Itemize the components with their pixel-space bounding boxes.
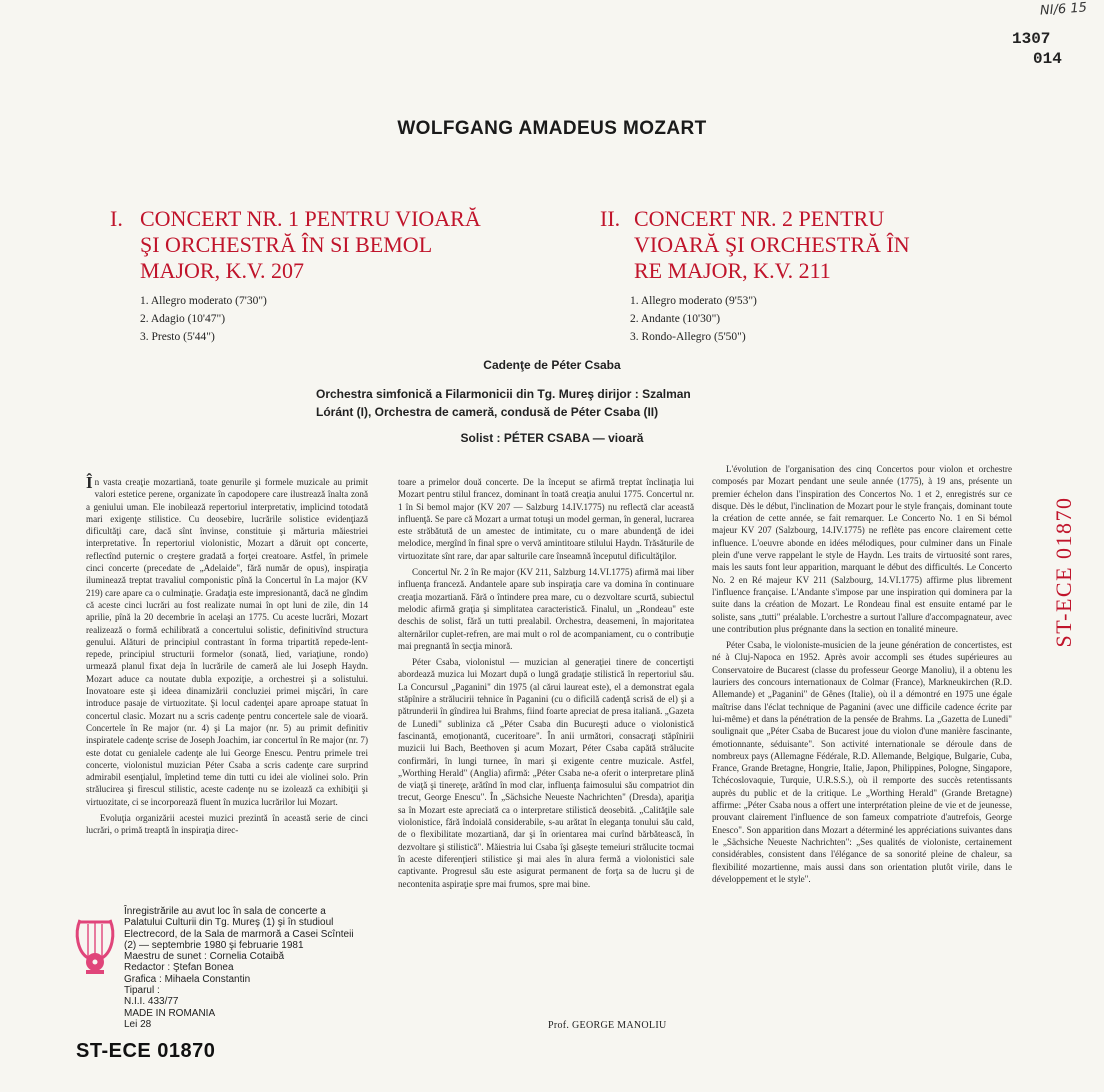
credit-line: Maestru de sunet : Cornelia Cotaibă [124,951,285,963]
work-2-movements [630,292,757,346]
work-1-numeral: I. [110,206,123,231]
credit-line: Electrecord, de la Sala de marmoră a Casei Scînteii [124,928,354,940]
work-2-title-line: CONCERT NR. 2 PENTRU [634,206,885,231]
work-1-title-line: CONCERT NR. 1 PENTRU VIOARĂ [140,206,481,231]
movement-item: 3. Rondo-Allegro (5'50") [630,331,746,343]
handwritten-note: NI/6 15 [1039,0,1088,19]
credit-line: Tiparul : [124,985,160,997]
cadenzas-credit: Cadenţe de Péter Csaba [483,358,621,372]
notes-paragraph: Evoluţia organizării acestei muzici prezintă în această serie de cinci lucrări, o primă treaptă în inspiraţia direc- [86,813,368,836]
author-signature: Prof. GEORGE MANOLIU [548,1020,667,1031]
work-1-title-line: MAJOR, K.V. 207 [140,258,305,283]
notes-paragraph: Concertul Nr. 2 în Re major (KV 211, Salzburg 14.VI.1775) afirmă mai liber influenţa franceză. Andantele apare sub inspiraţia care va domina în continuare creaţia mozartiană. Fără o întindere prea mare, cu o dezvoltare scurtă, subiectul melodic afirmă graţia şi simplitatea caracteristică. Finalul, un „Rondeau" este deschis de solist, fără un tutti prealabil. Orchestra, deasemeni, în majoritatea alternărilor cuplet-refren, are mai mult o rol de acompaniament, cu o contribuţie mai pregnantă în secţia minoră. [398,567,694,651]
movement-item: 1. Allegro moderato (7'30") [140,295,267,307]
movement-item: 2. Adagio (10'47") [140,313,226,325]
credit-line: Redactor : Ştefan Bonea [124,962,234,974]
top-code-2: 014 [1033,50,1062,68]
credit-line: Palatului Culturii din Tg. Mureş (1) şi în studioul [124,917,334,929]
top-code-1: 1307 [1012,30,1051,48]
notes-paragraph: toare a primelor două concerte. De la început se afirmă treptat înclinaţia lui Mozart pentru stilul francez, dominant în toată creaţia anului 1775. Concertul nr. 1 în Si bemol major (KV 207 — Salzburg 14.IV.1775) nu reflectă clar această influenţă. Se pare că Mozart a urmat totuşi un model german, în general, lucrarea este străbătută de un amestec de intimitate, cu o mare abundenţă de idei melodice, mergînd în final spre o vervă amintitoare stilului Haydn. Trăsăturile de virtuozitate sînt rare, dar apar salturile care înseamnă începutul dificultăţilor. [398,477,694,561]
soloist-credit: Solist : PÉTER CSABA — vioară [460,431,644,445]
side-catalog-text: ST-ECE 01870 [1051,496,1077,648]
movement-item: 2. Andante (10'30") [630,313,721,325]
side-catalog-number [1046,482,1086,662]
recording-credits [124,906,384,1030]
work-1-title [110,206,530,284]
work-2-title [600,206,980,284]
work-1-title-line: ŞI ORCHESTRĂ ÎN SI BEMOL [140,232,433,257]
notes-paragraph: Péter Csaba, violonistul — muzician al generaţiei tinere de concertişti abordează muzica lui Mozart după o lungă gradaţie stilistică în repertoriul său. La Concursul „Paganini" din 1975 (al cărui laureat este), el a demonstrat egala stăpînire a strălucirii tehnice în Paganini (cu o dificilă cadenţă scrisă de el) şi a pătrunderii în gîndirea lui Brahms, fiind foarte apreciat de presa italiană. „Gazeta de Lunedi" subliniza că „Péter Csaba din Bucureşti aduce o violonistică fascinantă, emoţionantă, cuceritoare". În anii următori, consacraţi stăpînirii muzicii lui Bach, Beethoven şi acum Mozart, Péter Csaba capătă strălucite confirmări, în lungi turnee, în mari şi exigente centre muzicale. Astfel, „Worthing Herald" (Anglia) afirmă: „Péter Csaba ne-a oferit o interpretare plină de viaţă şi tinereţe, arătînd în mod clar, influenţa faimosului său compatriot din trecut, George Enescu". În „Sächsiche Neueste Nachrichten" (Dresda), apariţia sa în Mozart este apreciată ca o interpretare stilistică deosebită. „Calităţile sale violonistice, fără îndoială considerabile, s-au arătat în eleganţa tonului său cald, de o flexibilitate mozartiană, dar şi în orientarea mai curînd bărbătească, în dezvoltare şi stilistică". Măiestria lui Csaba îşi găseşte temeiuri strălucite tocmai în aceste diferenţieri stilistice şi mai ales în alura fermă a violonistici sale captivante. Progresul său este asigurat permanent de forţa sa de lucru şi de necontenita aspiraţie spre mai frumos, spre mai bine. [398,657,694,889]
movement-item: 1. Allegro moderato (9'53") [630,295,757,307]
catalog-number: ST-ECE 01870 [76,1040,216,1062]
work-2-title-line: VIOARĂ ŞI ORCHESTRĂ ÎN [634,232,910,257]
work-1-movements [140,292,267,346]
orchestra-line: Orchestra simfonică a Filarmonicii din Tg. Mureş dirijor : Szalman [316,387,691,401]
credit-line: Lei 28 [124,1018,152,1030]
notes-column-romanian-2 [398,476,694,894]
notes-paragraph: L'évolution de l'organisation des cinq Concertos pour violon et orchestre composés par Mozart pendant une seule année (1775), à 19 ans, présente un premier échelon dans l'inspiration des Concertos No. 1 et 2, enregistrés sur ce disque. Dès le début, l'inclination de Mozart pour le style français, dominant toute la création de cette année, se fait remarquer. Le Concerto No. 1 en Si bémol majeur KV 207 (Salzbourg, 14.IV.1775) ne reflète pas encore clairement cette influence. L'oeuvre abonde en idées mélodiques, pour culminer dans un Finale plein d'une verve rappelant le style de Haydn. Les traits de virtuosité sont rares, mais les sauts font leur apparition, marquant le début des difficultés. Le Concerto No. 2 en Ré majeur KV 211 (Salzbourg, 14.VI.1775) affirme plus librement l'influence française. L'Andante s'impose par une inspiration qui dominera par la suite dans la création de Mozart. Le Rondeau final est ensuite entamé par le soliste, sans „tutti" préalable. L'orchestre a surtout l'allure d'accompagnateur, avec une contribution plus prégnante dans la section en tonalité mineure. [712,464,1012,634]
credit-line: Înregistrările au avut loc în sala de concerte a [124,906,326,917]
credit-line: N.I.I. 433/77 [124,996,179,1008]
orchestra-line: Lóránt (I), Orchestra de cameră, condusă de Péter Csaba (II) [316,405,659,419]
credit-line: (2) — septembrie 1980 şi februarie 1981 [124,939,304,951]
credit-line: MADE IN ROMANIA [124,1007,216,1019]
notes-column-french [712,463,1012,889]
orchestra-credit [316,385,796,421]
credit-line: Grafica : Mihaela Constantin [124,973,251,985]
composer-title: WOLFGANG AMADEUS MOZART [397,118,707,139]
electrecord-lyre-icon [72,914,118,976]
notes-paragraph: Péter Csaba, le violoniste-musicien de la jeune génération de concertistes, est né à Cluj-Napoca en 1952. Après avoir accompli ses études supérieures au Conservatoire de Bucarest (classe du professeur George Manoliu), il a obtenu les lauriers des concours internationaux de Colmar (France), Markneukirchen (R.D. Allemande) et „Paganini" de Gênes (Italie), où il a démontré en 1975 une égale maîtrise dans l'éclat technique de Paganini (avec une difficile cadence écrite par lui-même) et dans la pénétration de la pensée de Brahms. La „Gazetta de Lunedi" soulignait que „Péter Csaba de Bucarest joue du violon d'une manière fascinante, émotionnante, séduisante". Son activité internationale se déroule dans de nombreux pays (Allemagne Fédérale, R.D. Allemande, Belgique, Bulgarie, Cuba, France, Grande Bretagne, Hongrie, Italie, Japon, Philippines, Pologne, Singapore, Tchécoslovaquie, Turquie, U.R.S.S.), où il remporte des succès retentissants auprès du public et de la critique. Le „Worthing Herald" (Grande Bretagne) affirme: „Péter Csaba nous a offert une interprétation pleine de vie et de jeunesse, prouvant clairement l'influence de son fameux compatriote d'autrefois, George Enesco". Son apparition dans Mozart a déterminé les appréciations suivantes dans le „Sächsiche Neueste Nachrichten": „Ses qualités de violoniste, certainement considérables, consistent dans l'élégance de sa sonorité pleine de chaleur, sa flexibilité mozartienne, mais aussi dans son orientation plutôt virile, dans le développement et le style". [712,640,1012,884]
notes-paragraph: În vasta creaţie mozartiană, toate genurile şi formele muzicale au primit valori estetice perene, organizate în capodopere care ilustrează înalta zonă a geniului uman. Ele inobilează repertoriul interpretativ, implicind totodată mari exigenţe stilistice. Cu deosebire, lucrările solistice evidenţiază dificultăţi care, dacă sînt învinse, constituie şi mărturia măiestriei interpretative. În repertoriul violonistic, Mozart a dăruit opt concerte, reflectînd puternic o creştere gradată a forţei creatoare. Astfel, în primele cinci concerte (precedate de „Adelaide", fără număr de opus), inspiraţia iluminează treptat travaliul componistic pînă la Concertul în La major (KV 219) care apare ca o culminaţie. Gradaţia este impresionantă, dacă ne gîndim că aceste cinci lucrări au fost realizate numai în opt luni de zile, din 14 aprilie, pînă la 20 decembrie în acelaşi an 1775. Cu aceste lucrări, Mozart realizează o formă echilibrată a concertului solistic, definitivînd structura genului. Alături de principiul contrastant în forma tripartită repede-lent-repede, principiul structurii formelor (sonată, lied, variaţiune, rondo) urmează planul fixat deja în lucrările de cameră ale lui Joseph Haydn. Mozart aduce ca noutate dubla expoziţie, a orchestrei şi a solistului. Inovatoare este şi ideea dinamizării concluziei primei mişcări, în care introduce pasaje de virtuozitate. Şi locul cadenţei apare aproape statuat în concertul clasic. Mozart nu a scris cadenţe pentru concertele sale de vioară. Concertele în Re major (nr. 4) şi La major (nr. 5) au primit definitiv inspiratele cadenţe scrise de Joseph Joachim, iar concertul în Re major (nr. 7) este dotat cu genialele cadenţe ale lui George Enescu. Pentru primele trei concerte, violonistul muzician Péter Csaba a scris cadenţe care surprind admirabil esenţialul, împletind teme din tutti cu idei ale violinei solo. Prin strălucirea şi firescul stilistic, aceste cadenţe nu se izolează ca exhibiţii şi virtuozitate, ci se incorporează fluent în muzica lucrărilor lui Mozart. [86,473,368,807]
work-2-numeral: II. [600,206,621,231]
drop-cap: Î [86,473,93,492]
movement-item: 3. Presto (5'44") [140,331,215,343]
work-2-title-line: RE MAJOR, K.V. 211 [634,258,831,283]
notes-column-romanian-1 [86,473,368,841]
